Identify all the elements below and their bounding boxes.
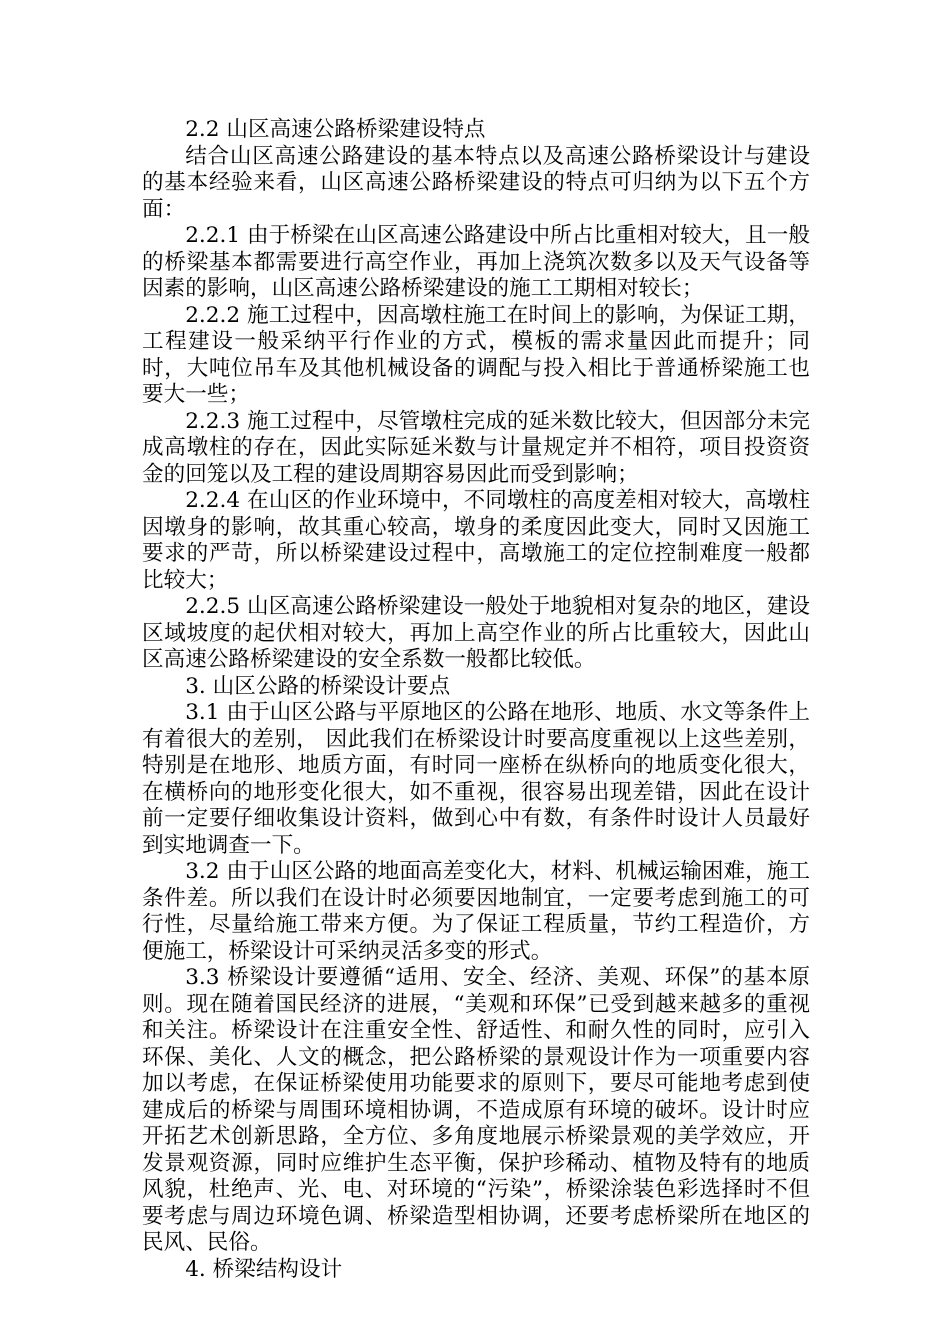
paragraph-2-2-2: 2.2.2 施工过程中，因高墩柱施工在时间上的影响，为保证工期，工程建设一般采纳平行作业的方式，模板的需求量因此而提升；同时，大吨位吊车及其他机械设备的调配与投入相比于普通桥梁施工也要大一些；: [142, 302, 810, 407]
paragraph-3-3: 3.3 桥梁设计要遵循“适用、安全、经济、美观、环保”的基本原则。现在随着国民经济的进展，“美观和环保”已受到越来越多的重视和关注。桥梁设计在注重安全性、舒适性、和耐久性的同时，应引入环保、美化、人文的概念，把公路桥梁的景观设计作为一项重要内容加以考虑，在保证桥梁使用功能要求的原则下，要尽可能地考虑到使建成后的桥梁与周围环境相协调，不造成原有环境的破坏。设计时应开拓艺术创新思路，全方位、多角度地展示桥梁景观的美学效应，开发景观资源，同时应维护生态平衡，保护珍稀动、植物及特有的地质风貌，杜绝声、光、电、对环境的“污染”，桥梁涂装色彩选择时不但要考虑与周边环境色调、桥梁造型相协调，还要考虑桥梁所在地区的民风、民俗。: [142, 965, 810, 1255]
paragraph-3-2: 3.2 由于山区公路的地面高差变化大，材料、机械运输困难，施工条件差。所以我们在设计时必须要因地制宜，一定要考虑到施工的可行性，尽量给施工带来方便。为了保证工程质量，节约工程造价，方便施工，桥梁设计可采纳灵活多变的形式。: [142, 859, 810, 964]
section-heading-4: 4. 桥梁结构设计: [185, 1256, 343, 1282]
section-heading-3: 3. 山区公路的桥梁设计要点: [185, 673, 451, 699]
paragraph-2-2-3: 2.2.3 施工过程中，尽管墩柱完成的延米数比较大，但因部分未完成高墩柱的存在，因此实际延米数与计量规定并不相符，项目投资资金的回笼以及工程的建设周期容易因此而受到影响；: [142, 408, 810, 487]
paragraph-2-2-5: 2.2.5 山区高速公路桥梁建设一般处于地貌相对复杂的地区，建设区域坡度的起伏相对较大，再加上高空作业的所占比重较大，因此山区高速公路桥梁建设的安全系数一般都比较低。: [142, 594, 810, 672]
paragraph-2-2-4: 2.2.4 在山区的作业环境中，不同墩柱的高度差相对较大，高墩柱因墩身的影响，故其重心较高，墩身的柔度因此变大，同时又因施工要求的严苛，所以桥梁建设过程中，高墩施工的定位控制难度一般都比较大；: [142, 488, 810, 593]
paragraph-2-2-1: 2.2.1 由于桥梁在山区高速公路建设中所占比重相对较大，且一般的桥梁基本都需要进行高空作业，再加上浇筑次数多以及天气设备等因素的影响，山区高速公路桥梁建设的施工工期相对较长；: [142, 223, 810, 301]
document-body: [142, 117, 810, 1283]
paragraph-3-1: 3.1 由于山区公路与平原地区的公路在地形、地质、水文等条件上有着很大的差别， 因此我们在桥梁设计时要高度重视以上这些差别，特别是在地形、地质方面，有时同一座桥在纵桥向的地质变化很大，在横桥向的地形变化很大，如不重视，很容易出现差错，因此在设计前一定要仔细收集设计资料，做到心中有数，有条件时设计人员最好到实地调查一下。: [142, 700, 810, 858]
section-heading-2-2: 2.2 山区高速公路桥梁建设特点: [185, 117, 486, 142]
paragraph-intro: 结合山区高速公路建设的基本特点以及高速公路桥梁设计与建设的基本经验来看，山区高速公路桥梁建设的特点可归纳为以下五个方面：: [142, 143, 810, 222]
